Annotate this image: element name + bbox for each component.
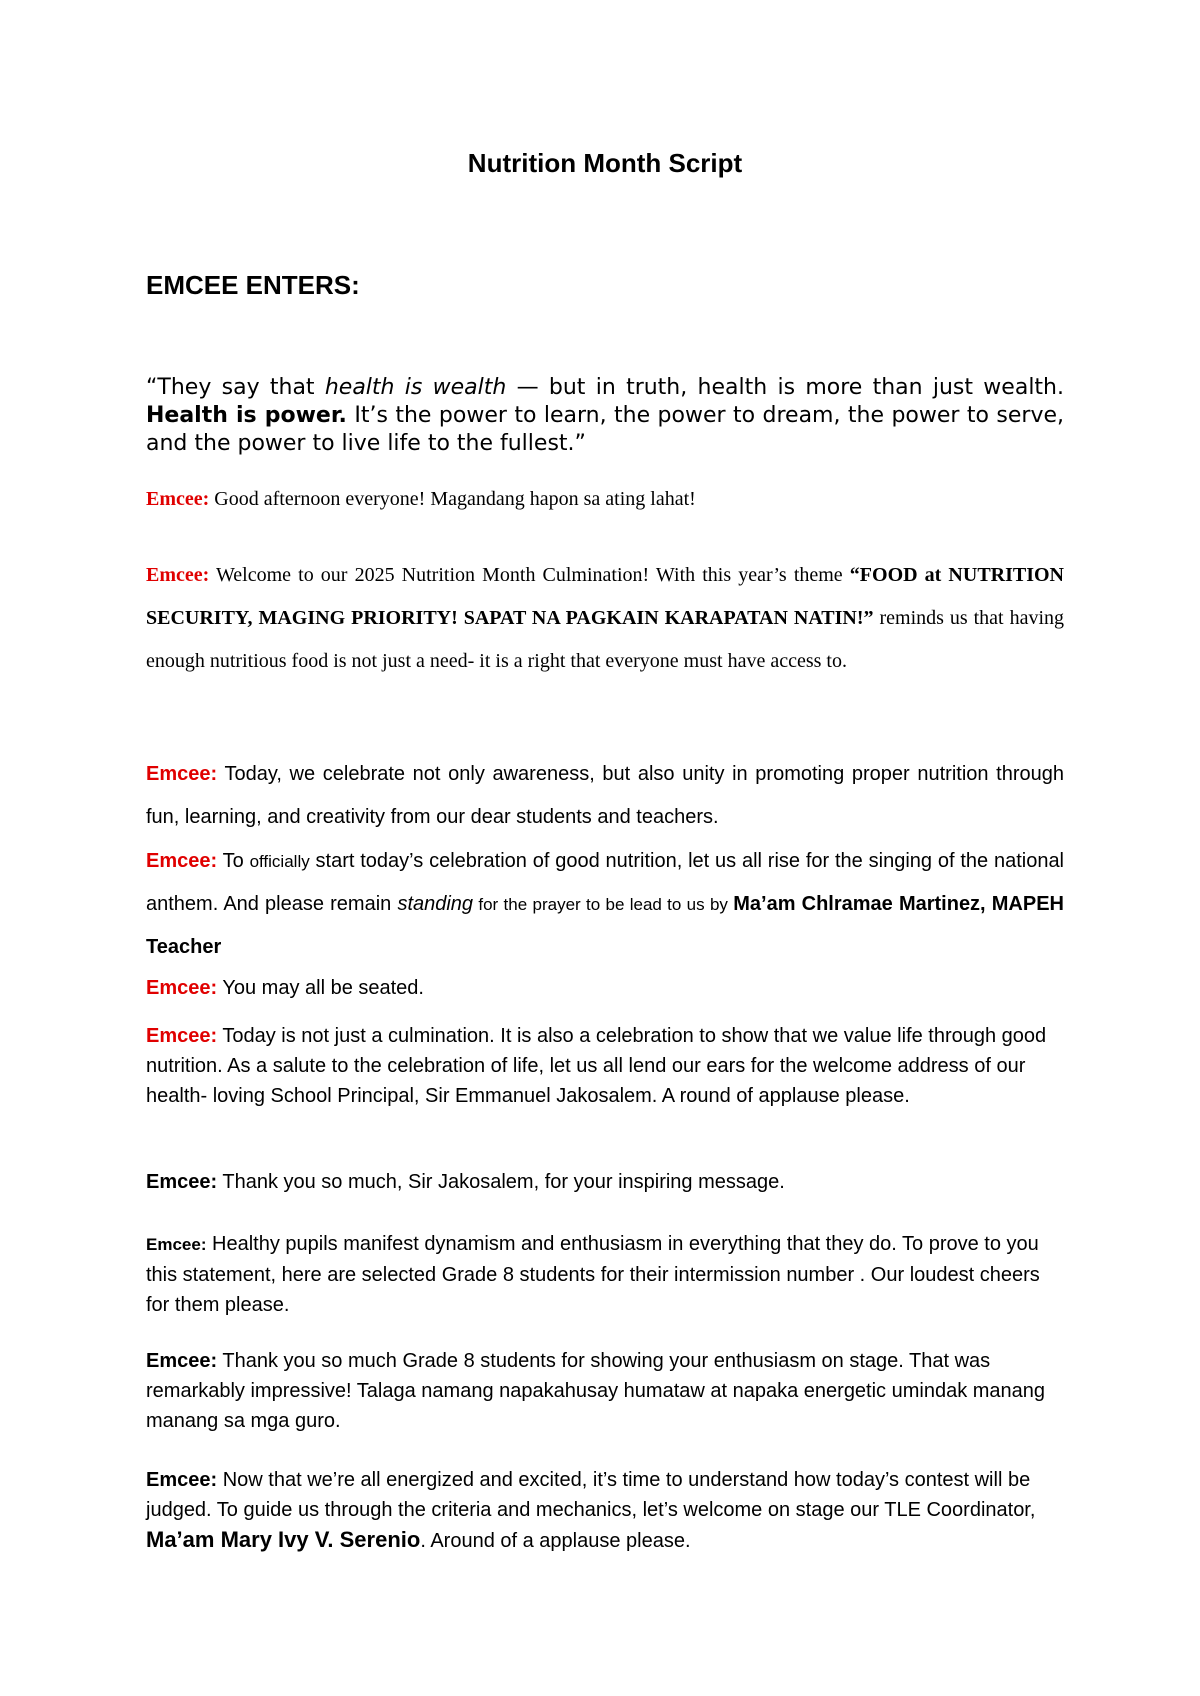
line-text: Thank you so much, Sir Jakosalem, for your inspiring message.	[217, 1171, 785, 1193]
emcee-line-3	[146, 753, 1064, 839]
emcee-line-5	[146, 977, 1064, 1000]
emcee-line-2	[146, 554, 1064, 683]
line-text: Today, we celebrate not only awareness, but also unity in promoting proper nutrition through fun, learning, and creativity from our dear students and teachers.	[146, 763, 1064, 828]
quote-text: “They say that	[146, 375, 325, 400]
quote-emphasis: health is wealth	[324, 375, 507, 400]
line-text: Healthy pupils manifest dynamism and enthusiasm in everything that they do. To prove to you this statement, here are selected Grade 8 students for their intermission number . Our loudest cheers for them please.	[146, 1233, 1040, 1316]
quote-text: — but in truth, health is more than just wealth.	[506, 375, 1064, 400]
quote-bold: Health is power.	[146, 403, 347, 428]
emcee-line-6	[146, 1021, 1064, 1111]
line-text: You may all be seated.	[217, 977, 424, 999]
emcee-label: Emcee:	[146, 1235, 207, 1254]
emcee-line-9	[146, 1346, 1064, 1436]
line-text: officially	[249, 852, 310, 871]
emcee-label: Emcee:	[146, 850, 218, 872]
line-text: Today is not just a culmination. It is also a celebration to show that we value life through good nutrition. As a salute to the celebration of life, let us all lend our ears for the welcome address of our health- loving School Principal, Sir Emmanuel Jakosalem. A round of applause please.	[146, 1025, 1047, 1107]
emcee-label: Emcee:	[146, 564, 210, 586]
line-text: reminds us that having enough nutritious food is not just a need- it is a right that everyone must have access to.	[146, 607, 1065, 672]
quote-text: It’s the power to learn, the power to dream, the power to serve, and the power to live life to the fullest.”	[146, 403, 1065, 456]
line-text: Thank you so much Grade 8 students for showing your enthusiasm on stage. That was remarkably impressive! Talaga namang napakahusay humataw at napaka energetic umindak manang manang sa mga guro.	[146, 1350, 1046, 1432]
line-text: . Around of a applause please.	[420, 1530, 691, 1552]
line-text: start today’s celebration of good nutrition, let us all rise for the singing of the national anthem. And please remain	[146, 850, 1065, 915]
emcee-line-7	[146, 1171, 1064, 1194]
theme-text: “FOOD at NUTRITION SECURITY, MAGING PRIORITY! SAPAT NA PAGKAIN KARAPATAN NATIN!”	[146, 564, 1065, 629]
emcee-line-4	[146, 840, 1064, 969]
emcee-label: Emcee:	[146, 1025, 218, 1047]
coordinator-name: Ma’am Mary Ivy V. Serenio	[146, 1527, 421, 1552]
document-title: Nutrition Month Script	[467, 148, 743, 178]
emcee-label: Emcee:	[146, 1350, 218, 1372]
line-text: To	[217, 850, 250, 872]
emcee-line-1	[146, 488, 1064, 511]
emcee-line-8	[146, 1229, 1064, 1320]
emcee-label: Emcee:	[146, 763, 218, 785]
emcee-line-10	[146, 1465, 1064, 1556]
line-text: Welcome to our 2025 Nutrition Month Culmination! With this year’s theme	[209, 564, 850, 586]
section-heading: EMCEE ENTERS:	[146, 270, 360, 300]
emcee-label: Emcee:	[146, 1171, 218, 1193]
line-text: Good afternoon everyone! Magandang hapon sa ating lahat!	[209, 488, 696, 510]
emcee-label: Emcee:	[146, 977, 218, 999]
line-text: Now that we’re all energized and excited, it’s time to understand how today’s contest will be judged. To guide us through the criteria and mechanics, let’s welcome on stage our TLE Coordinator,	[146, 1469, 1036, 1521]
line-emphasis: standing	[397, 893, 474, 915]
opening-quote	[146, 374, 1064, 458]
emcee-label: Emcee:	[146, 1469, 218, 1491]
teacher-name: Ma’am Chlramae Martinez, MAPEH Teacher	[146, 893, 1064, 958]
line-text: for the prayer to be lead to us by	[473, 895, 734, 914]
emcee-label: Emcee:	[146, 488, 210, 510]
